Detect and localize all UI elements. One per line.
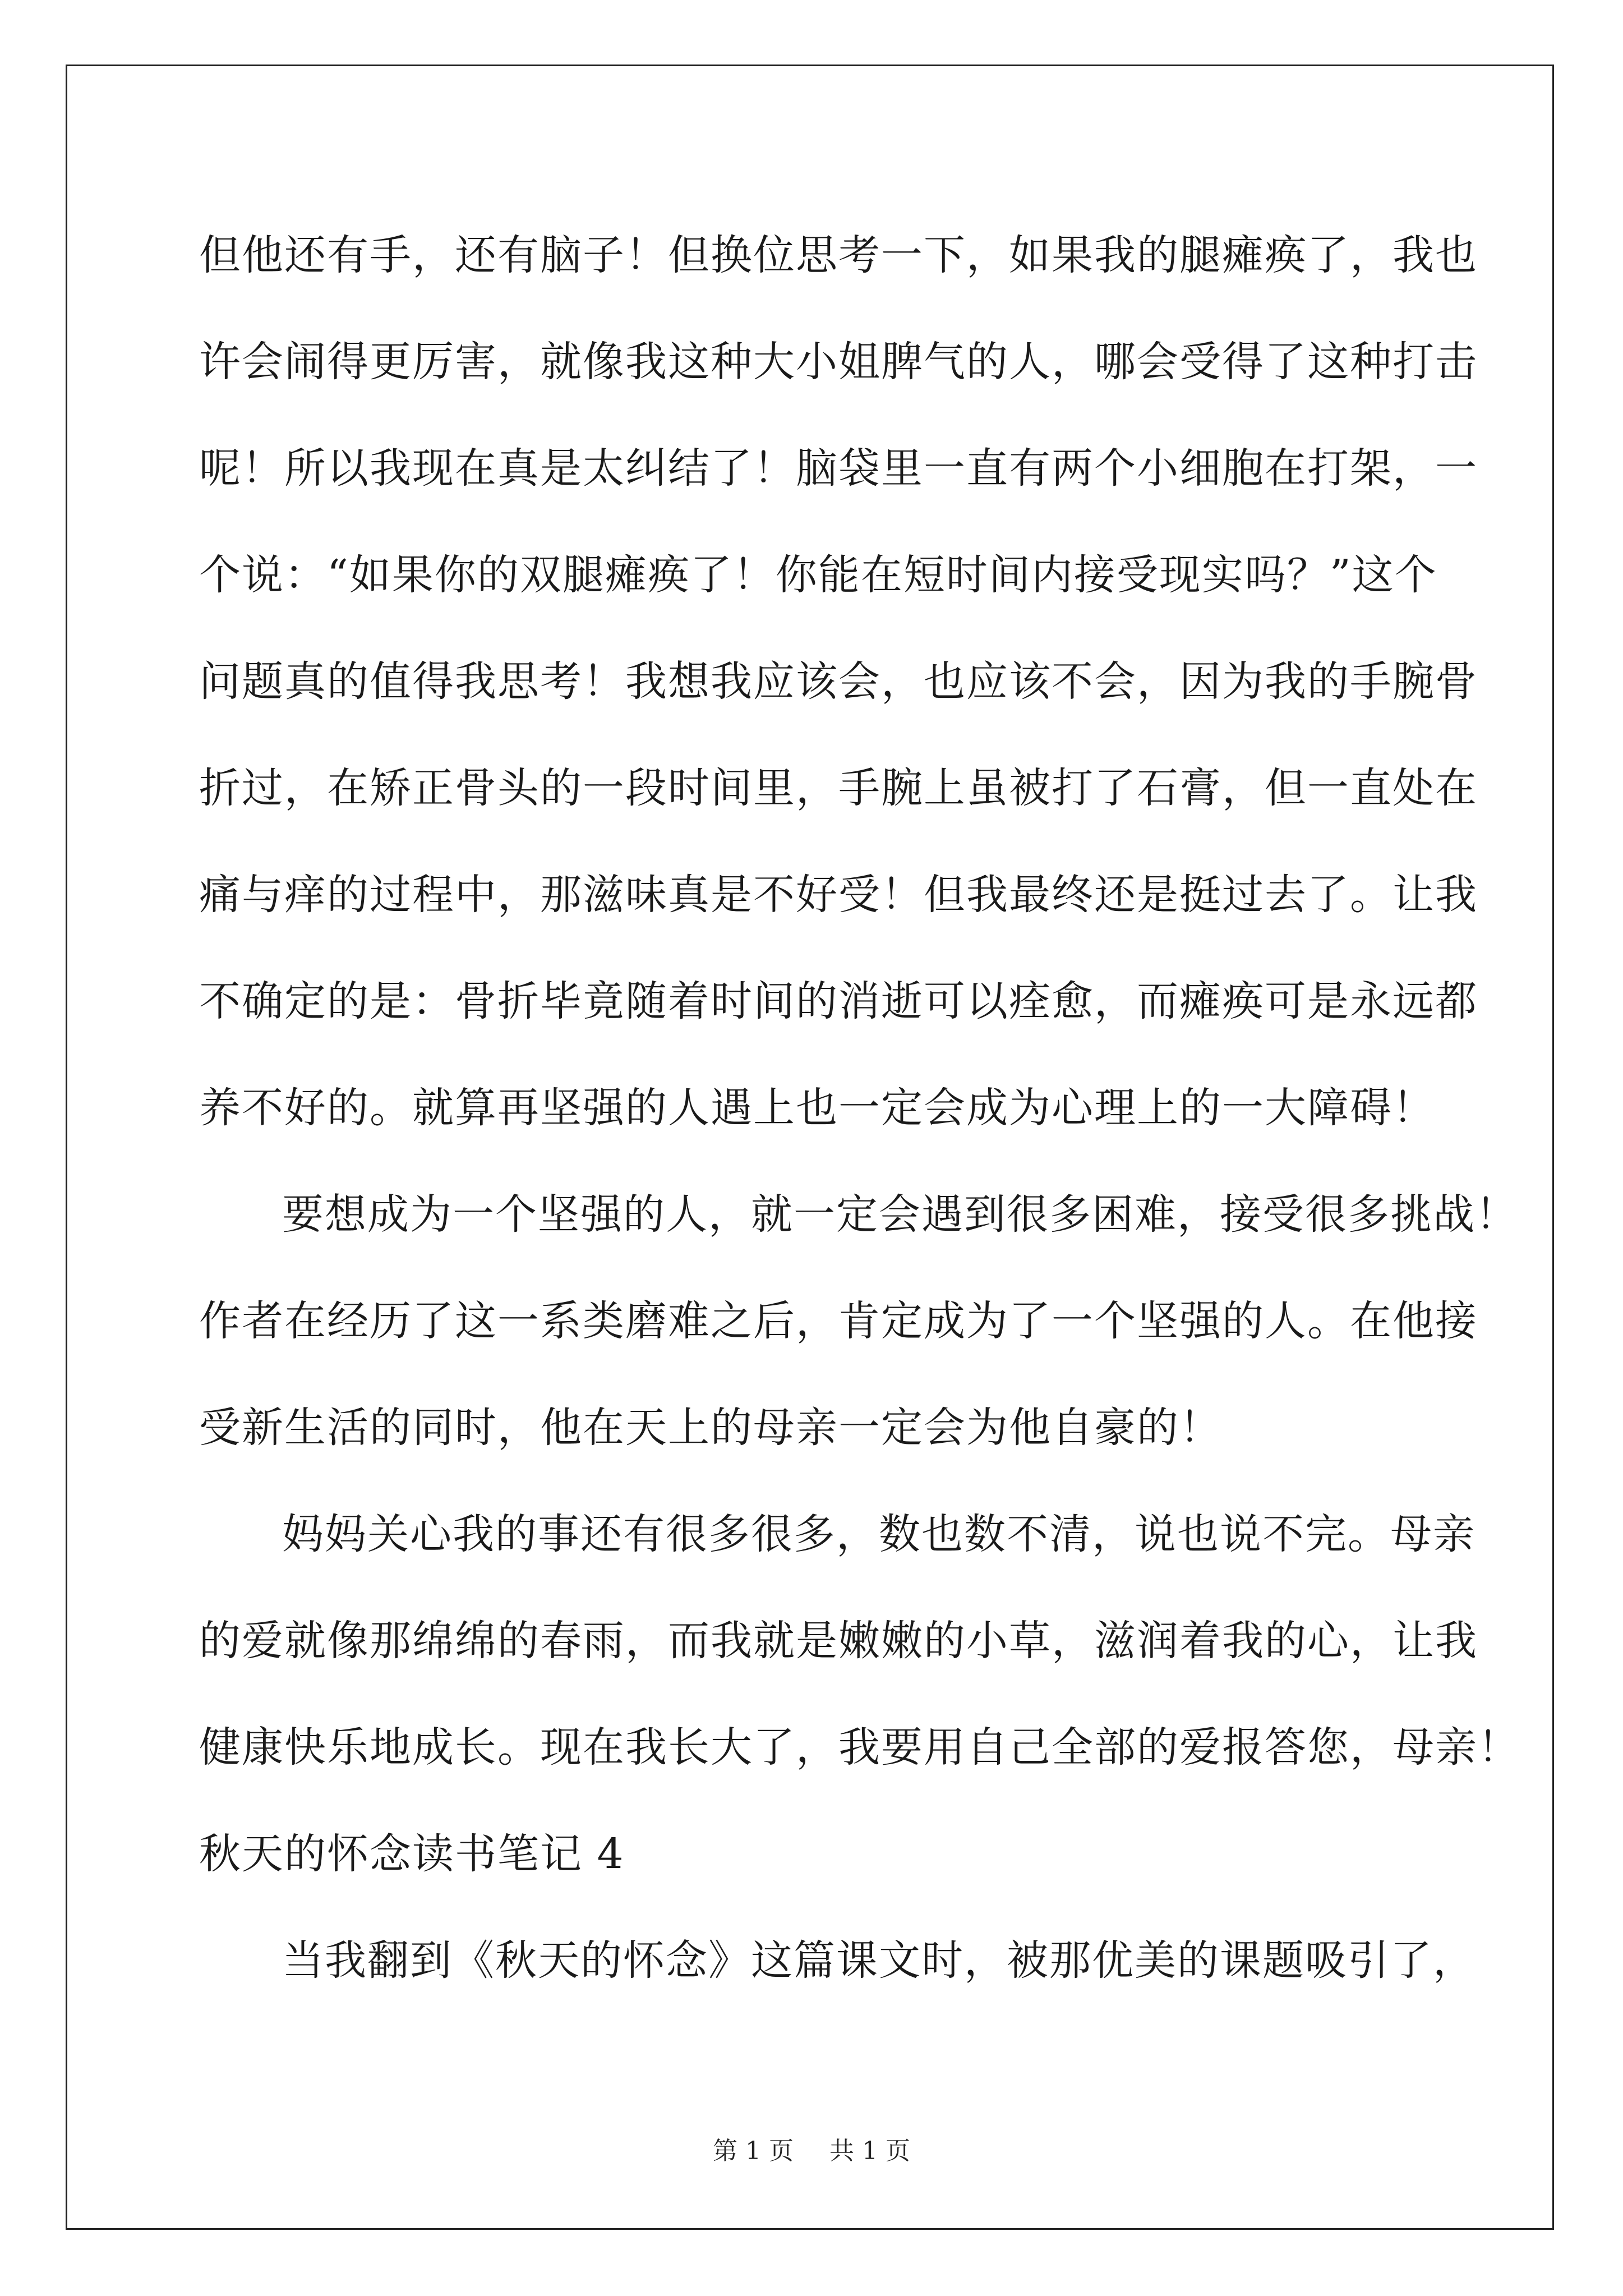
text-line: 妈妈关心我的事还有很多很多，数也数不清，说也说不完。母亲 [282, 1510, 1476, 1558]
text-line: 不确定的是：骨折毕竟随着时间的消逝可以痊愈，而瘫痪可是永远都 [199, 977, 1478, 1025]
text-line: 呢！所以我现在真是太纠结了！脑袋里一直有两个小细胞在打架，一 [199, 444, 1478, 493]
page-total: 共 1 页 [829, 2137, 910, 2165]
paragraph-1 [199, 202, 1478, 1161]
text-line: 痛与痒的过程中，那滋味真是不好受！但我最终还是挺过去了。让我 [199, 871, 1478, 919]
section-title: 秋天的怀念读书笔记 4 [199, 1830, 625, 1878]
paragraph-2 [199, 1161, 1518, 1481]
page-footer [0, 2134, 1623, 2168]
text-line: 许会闹得更厉害，就像我这种大小姐脾气的人，哪会受得了这种打击 [199, 338, 1478, 386]
paragraph-4 [199, 1907, 1476, 2014]
text-line: 个说：“如果你的双腿瘫痪了！你能在短时间内接受现实吗？”这个 [199, 551, 1437, 599]
document-body [199, 202, 1520, 2014]
text-line: 受新生活的同时，他在天上的母亲一定会为他自豪的！ [199, 1404, 1222, 1452]
text-line: 健康快乐地成长。现在我长大了，我要用自己全部的爱报答您，母亲！ [199, 1723, 1520, 1772]
text-line: 作者在经历了这一系类磨难之后，肯定成为了一个坚强的人。在他接 [199, 1297, 1478, 1345]
text-line: 问题真的值得我思考！我想我应该会，也应该不会，因为我的手腕骨 [199, 657, 1478, 706]
text-line: 折过，在矫正骨头的一段时间里，手腕上虽被打了石膏，但一直处在 [199, 764, 1478, 812]
text-line: 当我翻到《秋天的怀念》这篇课文时，被那优美的课题吸引了， [282, 1936, 1476, 1985]
paragraph-3 [199, 1481, 1520, 1801]
text-line: 养不好的。就算再坚强的人遇上也一定会成为心理上的一大障碍！ [199, 1084, 1435, 1132]
text-line: 要想成为一个坚强的人，就一定会遇到很多困难，接受很多挑战！ [282, 1190, 1518, 1239]
page-number: 第 1 页 [713, 2137, 794, 2165]
text-line: 但他还有手，还有脑子！但换位思考一下，如果我的腿瘫痪了，我也 [199, 231, 1478, 279]
text-line: 的爱就像那绵绵的春雨，而我就是嫩嫩的小草，滋润着我的心，让我 [199, 1617, 1478, 1665]
